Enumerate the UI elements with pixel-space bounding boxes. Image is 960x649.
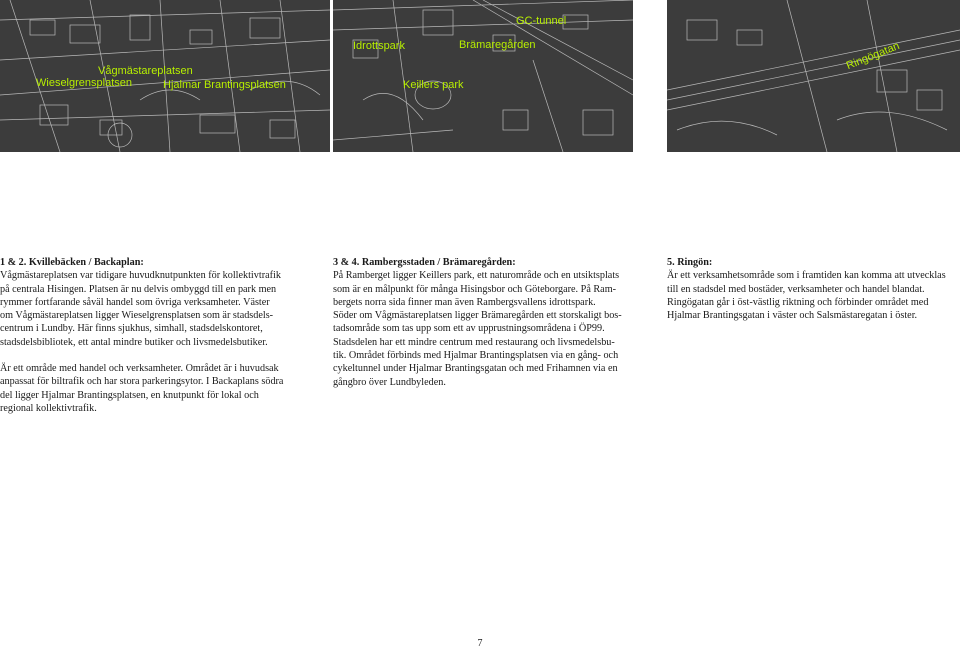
map-rambergsstaden-bramaregarden [333, 0, 633, 152]
map-label-idrottspark: Idrottspark [353, 40, 405, 52]
section-paragraph: Är ett verksamhetsområde som i framtiden kan komma att utvecklas till en stadsdel med bostäder, verksamheter och handel blandat. Ringögatan går i öst-västlig riktning och förbinder området med Hjalmar Brantingsgatan i väster och Salsmästaregatan i öster. [667, 270, 946, 322]
map-kvillebacken-backaplan [0, 0, 330, 152]
text-column-ringon [667, 256, 960, 322]
page-number: 7 [477, 638, 483, 649]
map-ringon [667, 0, 960, 152]
map-linework [333, 0, 633, 152]
map-label-vagmastareplatsen: Vågmästareplatsen [98, 65, 193, 77]
section-title: 5. Ringön: [667, 257, 713, 268]
map-label-ringogatan: Ringögatan [844, 39, 902, 73]
section-paragraph: På Ramberget ligger Keillers park, ett naturområde och en utsiktsplats som är en målpunkt för många Hisingsbor och Göteborgare. På Ram- bergets norra sida finner man även Rambergsvallens idrottspark. Söder om Vågmästareplatsen ligger Brämaregården ett storskaligt bos- tadsområde som tas upp som ett av upprustningsområdena i ÖP99. Stadsdelen har ett mindre centrum med restaurang och livsmedelsbu- tik. Området förbinds med Hjalmar Brantingsplatsen via en gång- och cykeltunnel under Hjalmar Brantingsgatan och med Frihamnen via en gångbro över Lundbyleden. [333, 270, 622, 388]
map-label-gc-tunnel: GC-tunnel [516, 15, 567, 27]
text-column-kvillebacken [0, 256, 300, 415]
section-title: 1 & 2. Kvillebäcken / Backaplan: [0, 257, 144, 268]
section-title: 3 & 4. Rambergsstaden / Brämaregården: [333, 257, 516, 268]
map-label-hjalmar-brantingsplatsen: Hjalmar Brantingsplatsen [163, 79, 286, 91]
map-label-bramaregarden: Brämaregården [459, 39, 536, 51]
section-paragraph: Vågmästareplatsen var tidigare huvudknutpunkten för kollektivtrafik på centrala Hisingen. Platsen är nu delvis ombyggd till en park men rymmer fortfarande såväl handel som övriga verksamheter. Väster om Vågmästareplatsen ligger Wieselgrensplatsen som är stadsdels- centrum i Lundby. Här finns sjukhus, simhall, stadsdelskontoret, stadsdelsbibliotek, ett antal mindre butiker och livsmedelsbutiker. [0, 270, 281, 348]
map-label-wieselgrensplatsen: Wieselgrensplatsen [36, 77, 132, 89]
text-column-rambergsstaden [333, 256, 633, 389]
section-paragraph: Är ett område med handel och verksamheter. Området är i huvudsak anpassat för biltrafik och har stora parkeringsytor. I Backaplans södra del ligger Hjalmar Brantingsplatsen, en knutpunkt för lokal och regional kollektivtrafik. [0, 363, 284, 414]
map-linework [667, 0, 960, 152]
map-label-keillers-park: Keillers park [403, 79, 464, 91]
